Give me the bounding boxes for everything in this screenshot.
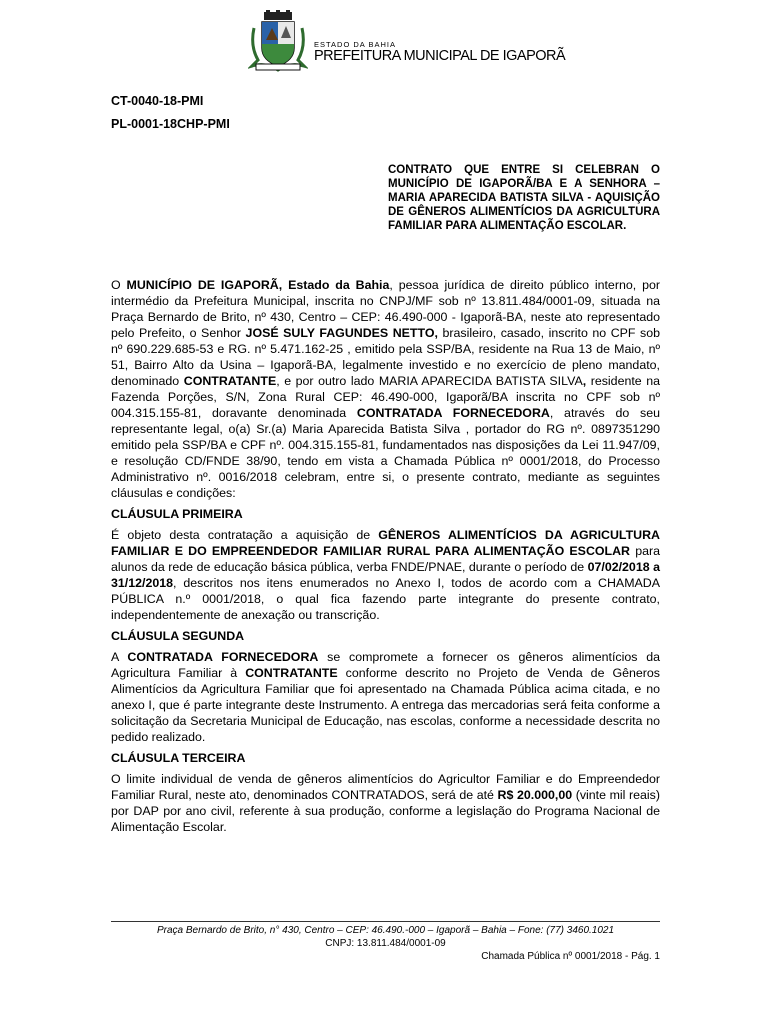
text-run: O limite individual de venda de gêneros alimentícios do Agricultor Familiar e do Empreendedor Familiar Rural, neste ato, denominados CONTRATADOS, será de até — [111, 772, 660, 802]
bold-run: JOSÉ SULY FAGUNDES NETTO, — [245, 326, 438, 340]
clause-2-title: CLÁUSULA SEGUNDA — [111, 629, 245, 643]
clause-2-text — [111, 649, 660, 745]
text-run: para alunos da rede de educação básica pública, verba FNDE/PNAE, durante o período de — [111, 544, 661, 574]
bold-run: CONTRATANTE — [183, 374, 277, 388]
process-code: PL-0001-18CHP-PMI — [111, 117, 230, 131]
bold-run: R$ 20.000,00 — [497, 788, 573, 802]
state-name: ESTADO DA BAHIA — [314, 40, 396, 49]
footer-cnpj: CNPJ: 13.811.484/0001-09 — [325, 938, 446, 949]
text-run: , pessoa jurídica de direito público interno, por intermédio da Prefeitura Municipal, inscrita no CNPJ/MF sob nº 13.811.484/0001-09, situada na Praça Bernardo de Brito, nº 430, Centro – CEP: 46.490-000 - Igaporã-BA, neste ato representado pelo Prefeito, o Senhor — [111, 278, 660, 340]
clause-1-title: CLÁUSULA PRIMEIRA — [111, 507, 243, 521]
text-run: (vinte mil reais) por DAP por ano civil, referente à sua produção, conforme a legislação do Programa Nacional de Alimentação Escolar. — [111, 788, 661, 834]
text-run: , descritos nos itens enumerados no Anexo I, todos de acordo com a CHAMADA PÚBLICA n.º 0001/2018, o qual fica fazendo parte integrante do presente contrato, independentemente de anexação ou transcrição. — [111, 576, 660, 622]
clause-3-text — [111, 771, 660, 835]
prefecture-name: PREFEITURA MUNICIPAL DE IGAPORÃ — [314, 48, 566, 64]
text-run: conforme descrito no Projeto de Venda de Gêneros Alimentícios da Agricultura Familiar que foi apresentado na Chamada Pública acima citada, e no anexo I, que é parte integrante deste Instrumento. A entrega das mercadorias será feita conforme a solicitação da Secretaria Municipal de Educação, nas escolas, conforme a necessidade descrita no pedido realizado. — [111, 666, 660, 744]
clause-3-title: CLÁUSULA TERCEIRA — [111, 751, 246, 765]
letterhead — [248, 10, 566, 72]
reference-codes — [111, 94, 230, 140]
bold-run: , — [582, 374, 587, 388]
text-run: residente na Fazenda Porções, S/N, Zona Rural CEP: 46.490-000, Igaporã/BA inscrita no CPF sob nº 004.315.155-81, doravante denominada — [111, 374, 661, 420]
bold-run: CONTRATANTE — [245, 666, 338, 680]
footer-address: Praça Bernardo de Brito, n° 430, Centro – CEP: 46.490.-000 – Igaporã – Bahia – Fone: (77) 3460.1021 — [156, 925, 615, 936]
contract-code: CT-0040-18-PMI — [111, 94, 204, 108]
contract-body — [111, 277, 660, 835]
text-run: , e por outro lado MARIA APARECIDA BATISTA SILVA — [276, 374, 583, 388]
coat-of-arms-icon — [248, 10, 308, 72]
text-run: brasileiro, casado, inscrito no CPF sob nº 690.229.685-53 e RG. nº 5.471.162-25 , emitido pela SSP/BA, residente na Rua 13 de Maio, nº 51, Bairro Alto da Usina – Igaporã-BA, legalmente investido e no exercício de pleno mandato, denominado — [111, 326, 661, 388]
clause-1-text — [111, 527, 660, 623]
footer-divider — [111, 921, 660, 922]
footer-page-number: Chamada Pública nº 0001/2018 - Pág. 1 — [481, 951, 660, 962]
intro-paragraph — [111, 277, 660, 501]
bold-run: CONTRATADA FORNECEDORA — [356, 406, 550, 420]
text-run: O — [111, 278, 127, 292]
bold-run: MUNICÍPIO DE IGAPORÃ, Estado da Bahia — [126, 278, 390, 292]
bold-run: 07/02/2018 a 31/12/2018 — [111, 560, 660, 590]
contract-subject: CONTRATO QUE ENTRE SI CELEBRAN O MUNICÍPIO DE IGAPORÃ/BA E A SENHORA – MARIA APARECIDA BATISTA SILVA - AQUISIÇÃO DE GÊNEROS ALIMENTÍCIOS DA AGRICULTURA FAMILIAR PARA ALIMENTAÇÃO ESCOLAR. — [388, 164, 660, 232]
text-run: , através do seu representante legal, o(a) Sr.(a) Maria Aparecida Batista Silva , portador do RG nº. 0897351290 emitido pela SSP/BA e CPF nº. 004.315.155-81, fundamentados nas disposições da Lei 11.947/09, e resolução CD/FNDE 38/90, tendo em vista a Chamada Pública nº 0001/2018, do Processo Administrativo nº. 0016/2018 celebram, entre si, o presente contrato, mediante as seguintes cláusulas e condições: — [111, 406, 660, 500]
text-run: A — [111, 650, 128, 664]
text-run: se compromete a fornecer os gêneros alimentícios da Agricultura Familiar à — [111, 650, 660, 680]
bold-run: CONTRATADA FORNECEDORA — [127, 650, 319, 664]
bold-run: GÊNEROS ALIMENTÍCIOS DA AGRICULTURA FAMILIAR E DO EMPREENDEDOR FAMILIAR RURAL PARA ALIMENTAÇÃO ESCOLAR — [111, 528, 660, 558]
text-run: É objeto desta contratação a aquisição de — [111, 528, 379, 542]
